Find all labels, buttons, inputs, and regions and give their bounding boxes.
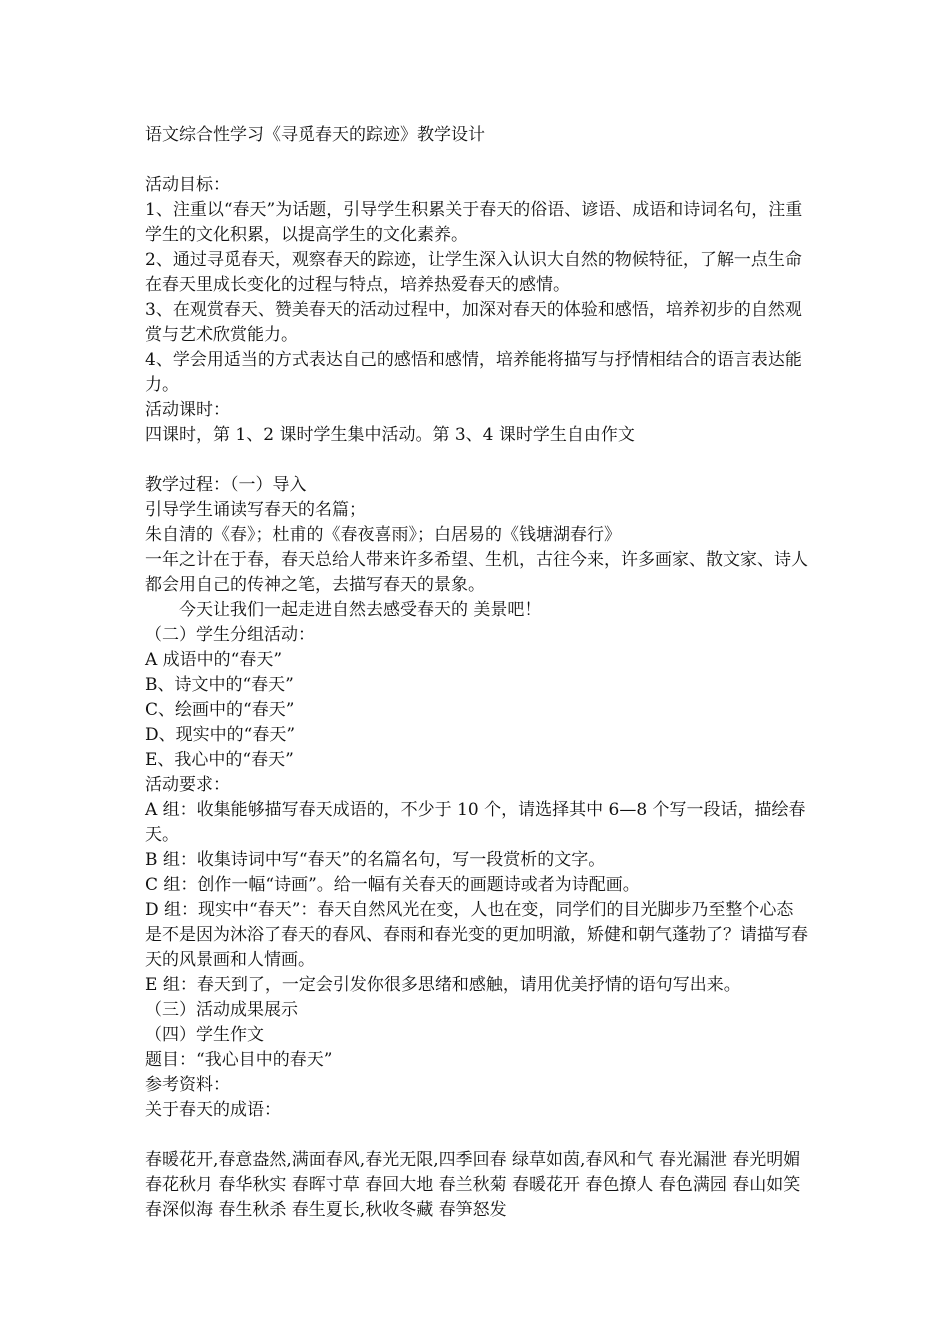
essay-topic: 题目：“我心目中的春天” — [145, 1050, 333, 1070]
goal-item-3: 3、在观赏春天、赞美春天的活动过程中，加深对春天的体验和感悟，培养初步的自然观赏与艺术欣赏能力。 — [145, 300, 802, 345]
intro-line-3: 一年之计在于春，春天总给人带来许多希望、生机，古往今来，许多画家、散文家、诗人都会用自己的传神之笔，去描写春天的景象。 — [145, 550, 808, 595]
requirement-b: B 组：收集诗词中写“春天”的名篇名句，写一段赏析的文字。 — [145, 850, 606, 870]
requirement-d: D 组：现实中“春天”：春天自然风光在变，人也在变，同学们的目光脚步乃至整个心态是不是因为沐浴了春天的春风、春雨和春光变的更加明澈，矫健和朝气蓬勃了？请描写春天的风景画和人情画。 — [145, 900, 808, 970]
idioms-text: 春暖花开,春意盎然,满面春风,春光无限,四季回春 绿草如茵,春风和气 春光漏泄 春光明媚 春花秋月 春华秋实 春晖寸草 春回大地 春兰秋菊 春暖花开 春色撩人 春色满园 春山如笑 春深似海 春生秋杀 春生夏长,秋收冬藏 春笋怒发 — [145, 1150, 801, 1220]
process-heading: 教学过程：（一）导入 — [145, 475, 307, 495]
group-heading: （二）学生分组活动： — [145, 625, 315, 645]
requirements-heading: 活动要求： — [145, 775, 230, 795]
idioms-heading: 关于春天的成语： — [145, 1100, 281, 1120]
intro-line-1: 引导学生诵读写春天的名篇； — [145, 500, 366, 520]
intro-indented-line: 今天让我们一起走进自然去感受春天的 美景吧！ — [179, 600, 542, 620]
hours-heading: 活动课时： — [145, 400, 230, 420]
blank-line — [145, 148, 810, 173]
goal-item-4: 4、学会用适当的方式表达自己的感悟和感情，培养能将描写与抒情相结合的语言表达能力。 — [145, 350, 802, 395]
document-body — [145, 123, 810, 1223]
group-item-e: E、我心中的“春天” — [145, 750, 294, 770]
goal-item-1: 1、注重以“春天”为话题，引导学生积累关于春天的俗语、谚语、成语和诗词名句，注重学生的文化积累，以提高学生的文化素养。 — [145, 200, 803, 245]
document-title: 语文综合性学习《寻觅春天的踪迹》教学设计 — [145, 125, 485, 145]
requirement-c: C 组：创作一幅“诗画”。给一幅有关春天的画题诗或者为诗配画。 — [145, 875, 640, 895]
essay-heading: （四）学生作文 — [145, 1025, 264, 1045]
goal-item-2: 2、通过寻觅春天，观察春天的踪迹，让学生深入认识大自然的物候特征，了解一点生命在春天里成长变化的过程与特点，培养热爱春天的感情。 — [145, 250, 802, 295]
hours-text: 四课时，第 1、2 课时学生集中活动。第 3、4 课时学生自由作文 — [145, 425, 635, 445]
group-item-a: A 成语中的“春天” — [145, 650, 283, 670]
group-item-d: D、现实中的“春天” — [145, 725, 296, 745]
reference-heading: 参考资料： — [145, 1075, 230, 1095]
goals-heading: 活动目标： — [145, 175, 230, 195]
group-item-b: B、诗文中的“春天” — [145, 675, 294, 695]
requirement-e: E 组：春天到了，一定会引发你很多思绪和感触，请用优美抒情的语句写出来。 — [145, 975, 741, 995]
intro-line-2: 朱自清的《春》；杜甫的《春夜喜雨》；白居易的《钱塘湖春行》 — [145, 525, 621, 545]
blank-line — [145, 448, 810, 473]
blank-line — [145, 1123, 810, 1148]
requirement-a: A 组：收集能够描写春天成语的，不少于 10 个，请选择其中 6—8 个写一段话，描绘春天。 — [145, 800, 806, 845]
group-item-c: C、绘画中的“春天” — [145, 700, 295, 720]
show-heading: （三）活动成果展示 — [145, 1000, 298, 1020]
